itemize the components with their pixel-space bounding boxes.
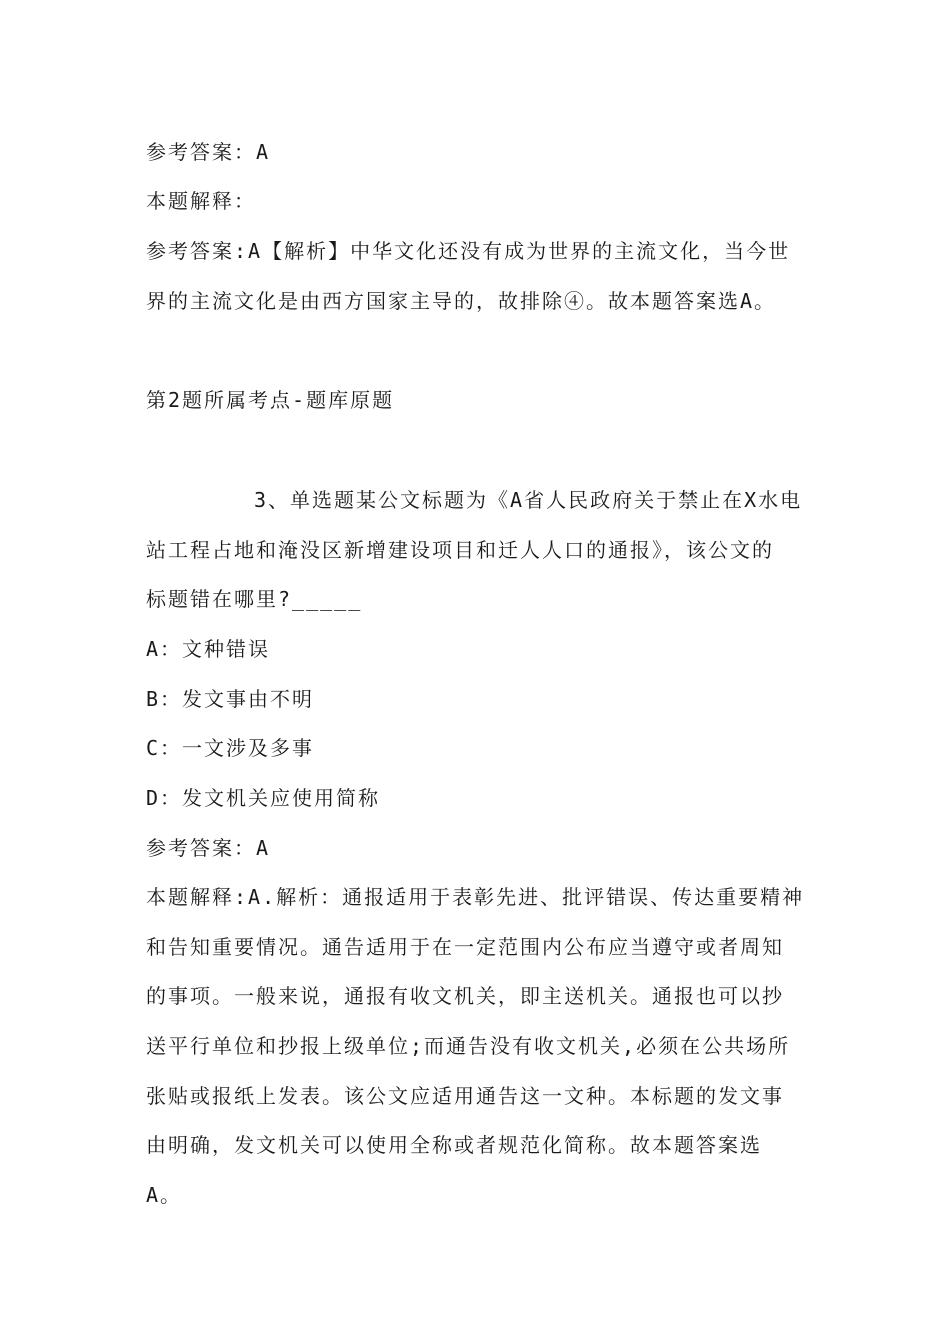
q3-explain-line: 张贴或报纸上发表。该公文应适用通告这一文种。本标题的发文事 <box>146 1084 784 1108</box>
q3-stem-line: 3、单选题某公文标题为《A省人民政府关于禁止在X水电 <box>254 488 803 512</box>
q3-stem-line: 标题错在哪里?_____ <box>146 587 363 611</box>
q3-explain-line: 的事项。一般来说，通报有收文机关，即主送机关。通报也可以抄 <box>146 984 784 1008</box>
q2-explain-line: 参考答案:A【解析】中华文化还没有成为世界的主流文化，当今世 <box>146 239 791 263</box>
q3-stem-line: 站工程占地和淹没区新增建设项目和迁人人口的通报》，该公文的 <box>146 538 774 562</box>
q2-explain-line: 界的主流文化是由西方国家主导的，故排除④。故本题答案选A。 <box>146 289 777 313</box>
q3-answer: 参考答案：A <box>146 836 271 860</box>
q2-topic: 第2题所属考点-题库原题 <box>146 388 395 412</box>
q3-explain-line: 和告知重要情况。通告适用于在一定范围内公布应当遵守或者周知 <box>146 935 784 959</box>
q3-option-b: B：发文事由不明 <box>146 687 315 711</box>
q2-explain-label: 本题解释： <box>146 189 256 213</box>
q3-option-d: D：发文机关应使用简称 <box>146 786 381 810</box>
q3-option-c: C：一文涉及多事 <box>146 736 315 760</box>
q3-option-a: A：文种错误 <box>146 637 271 661</box>
q2-answer: 参考答案：A <box>146 140 271 164</box>
q3-explain-line: 送平行单位和抄报上级单位;而通告没有收文机关,必须在公共场所 <box>146 1034 791 1058</box>
q3-explain-line: A。 <box>146 1183 183 1207</box>
q3-explain-line: 本题解释:A.解析：通报适用于表彰先进、批评错误、传达重要精神 <box>146 885 805 909</box>
q3-explain-line: 由明确，发文机关可以使用全称或者规范化简称。故本题答案选 <box>146 1133 762 1157</box>
